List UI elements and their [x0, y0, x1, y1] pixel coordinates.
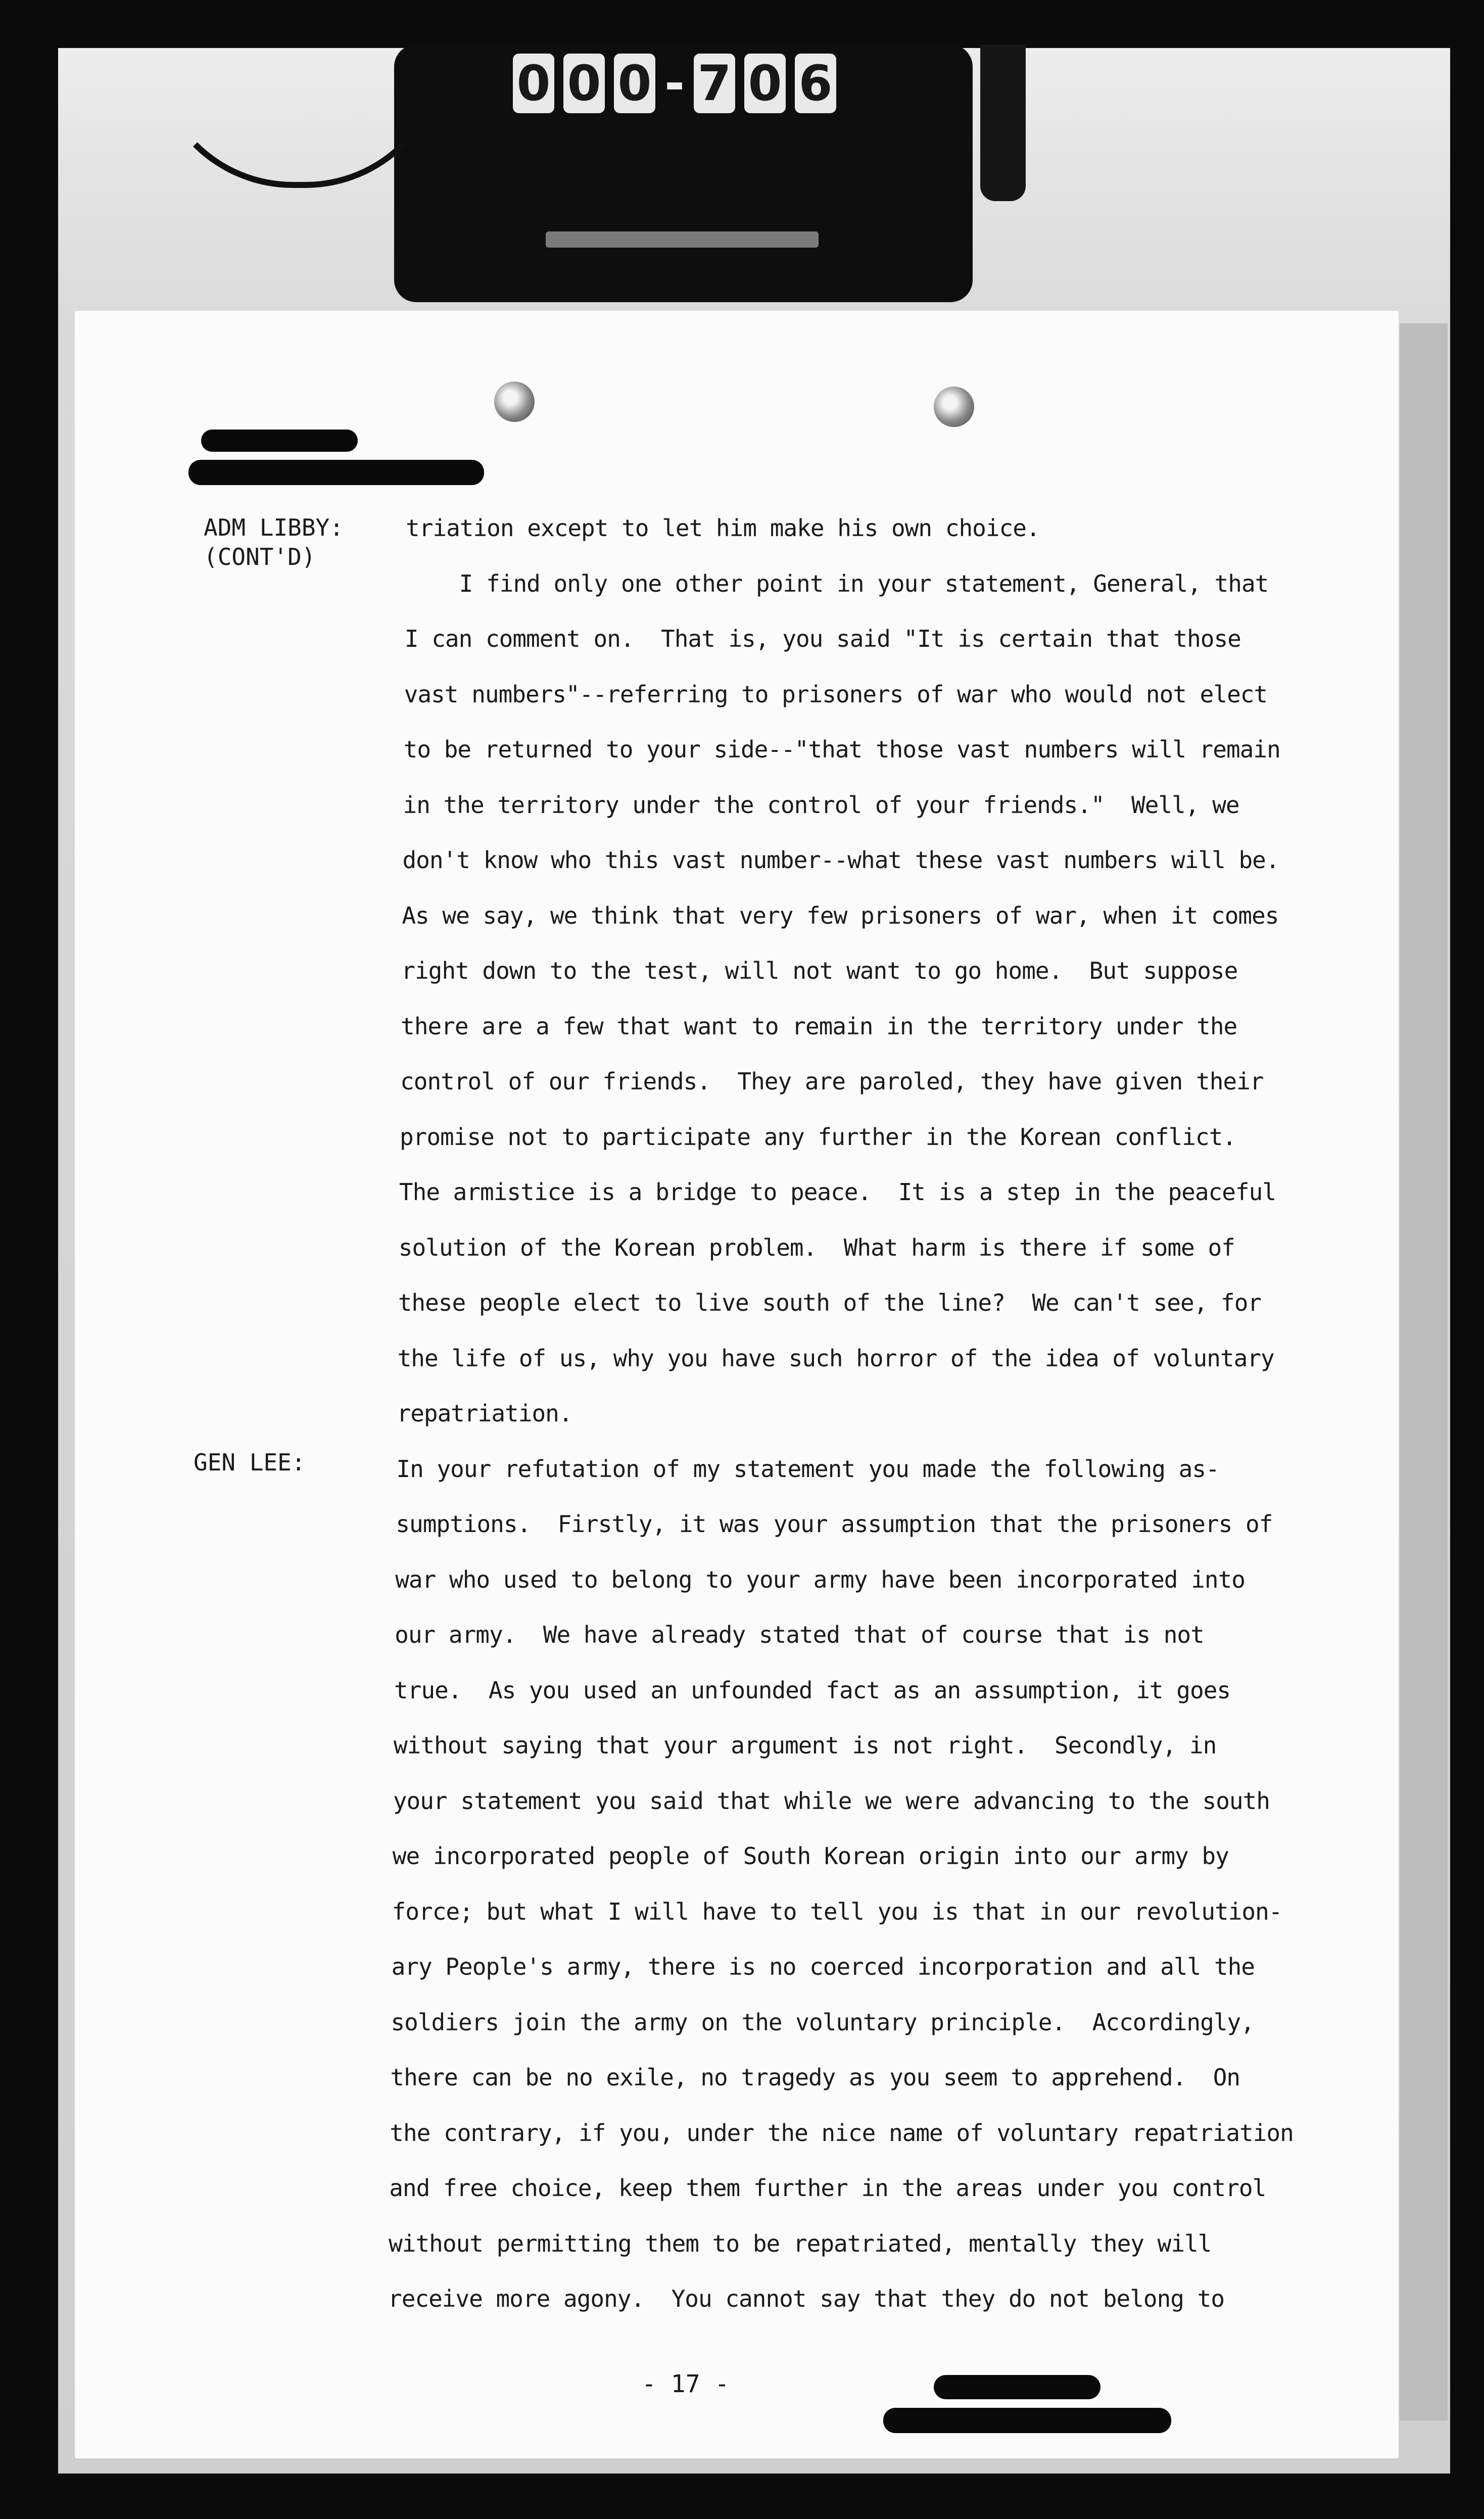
transcript-line: receive more agony. You cannot say that they do not belong to	[388, 2285, 1225, 2312]
transcript-line: control of our friends. They are paroled, they have given their	[400, 1068, 1264, 1095]
transcript-line: our army. We have already stated that of course that is not	[395, 1621, 1204, 1648]
counter-digit: 6	[795, 54, 836, 113]
transcript-line: true. As you used an unfounded fact as an assumption, it goes	[394, 1676, 1231, 1704]
redaction-bar	[934, 2375, 1100, 2399]
transcript-line: without saying that your argument is not right. Secondly, in	[393, 1732, 1217, 1759]
speaker-label-lee: GEN LEE:	[194, 1449, 306, 1476]
typed-page	[75, 311, 1399, 2458]
transcript-line: force; but what I will have to tell you is that in our revolution-	[392, 1897, 1282, 1925]
transcript-line: without permitting them to be repatriated, mentally they will	[389, 2229, 1212, 2257]
punch-hole	[934, 387, 974, 427]
transcript-line: there can be no exile, no tragedy as you seem to apprehend. On	[390, 2064, 1240, 2091]
classification-redaction	[188, 460, 484, 485]
transcript-line: your statement you said that while we were advancing to the south	[393, 1787, 1270, 1815]
transcript-line: As we say, we think that very few prisoners of war, when it comes	[402, 901, 1279, 929]
page-edge-shadow	[1400, 323, 1448, 2420]
transcript-line: these people elect to live south of the line? We can't see, for	[398, 1289, 1262, 1316]
counter-knob	[980, 44, 1026, 201]
transcript-line: don't know who this vast number--what these vast numbers will be.	[402, 846, 1279, 874]
transcript-line: The armistice is a bridge to peace. It is a step in the peaceful	[399, 1178, 1276, 1206]
transcript-line: I can comment on. That is, you said "It is certain that those	[404, 625, 1241, 652]
transcript-line: there are a few that want to remain in the territory under the	[401, 1012, 1237, 1040]
speaker-label-libby: ADM LIBBY: (CONT'D)	[204, 514, 344, 571]
counter-digit: 0	[563, 54, 605, 113]
transcript-line: sumptions. Firstly, it was your assumption that the prisoners of	[396, 1510, 1273, 1538]
transcript-line: vast numbers"--referring to prisoners of war who would not elect	[404, 680, 1268, 708]
frame-counter-device	[394, 44, 973, 302]
counter-digit: 7	[694, 54, 735, 113]
classification-redaction	[883, 2408, 1171, 2433]
transcript-line: right down to the test, will not want to go home. But suppose	[401, 957, 1238, 984]
transcript-line: in the territory under the control of your friends." Well, we	[403, 791, 1239, 819]
transcript-line: the contrary, if you, under the nice name of voluntary repatriation	[390, 2119, 1294, 2147]
transcript-line: In your refutation of my statement you made the following as-	[396, 1455, 1219, 1483]
frame-number	[513, 54, 836, 113]
counter-digit: 0	[744, 54, 786, 113]
transcript-line: to be returned to your side--"that those vast numbers will remain	[403, 736, 1280, 763]
transcript-line: the life of us, why you have such horror of the idea of voluntary	[397, 1344, 1274, 1372]
transcript-line: solution of the Korean problem. What harm is there if some of	[398, 1233, 1235, 1261]
counter-digit: 0	[513, 54, 554, 113]
transcript-line: and free choice, keep them further in the areas under you control	[389, 2174, 1266, 2202]
punch-hole	[494, 382, 535, 422]
transcript-line: soldiers join the army on the voluntary principle. Accordingly,	[391, 2008, 1254, 2036]
counter-separator: -	[664, 55, 685, 112]
transcript-line: triation except to let him make his own choice.	[406, 514, 1040, 542]
transcript-line: we incorporated people of South Korean origin into our army by	[392, 1842, 1229, 1870]
redaction-bar	[201, 430, 358, 452]
counter-digit: 0	[614, 54, 655, 113]
transcript-line: ary People's army, there is no coerced incorporation and all the	[391, 1953, 1255, 1980]
counter-slot	[546, 231, 819, 248]
transcript-line: war who used to belong to your army have been incorporated into	[395, 1565, 1245, 1593]
page-number: - 17 -	[642, 2370, 730, 2398]
transcript-line: promise not to participate any further in the Korean conflict.	[399, 1123, 1236, 1151]
transcript-line: I find only one other point in your statement, General, that	[405, 569, 1269, 597]
transcript-line: repatriation.	[397, 1400, 572, 1427]
